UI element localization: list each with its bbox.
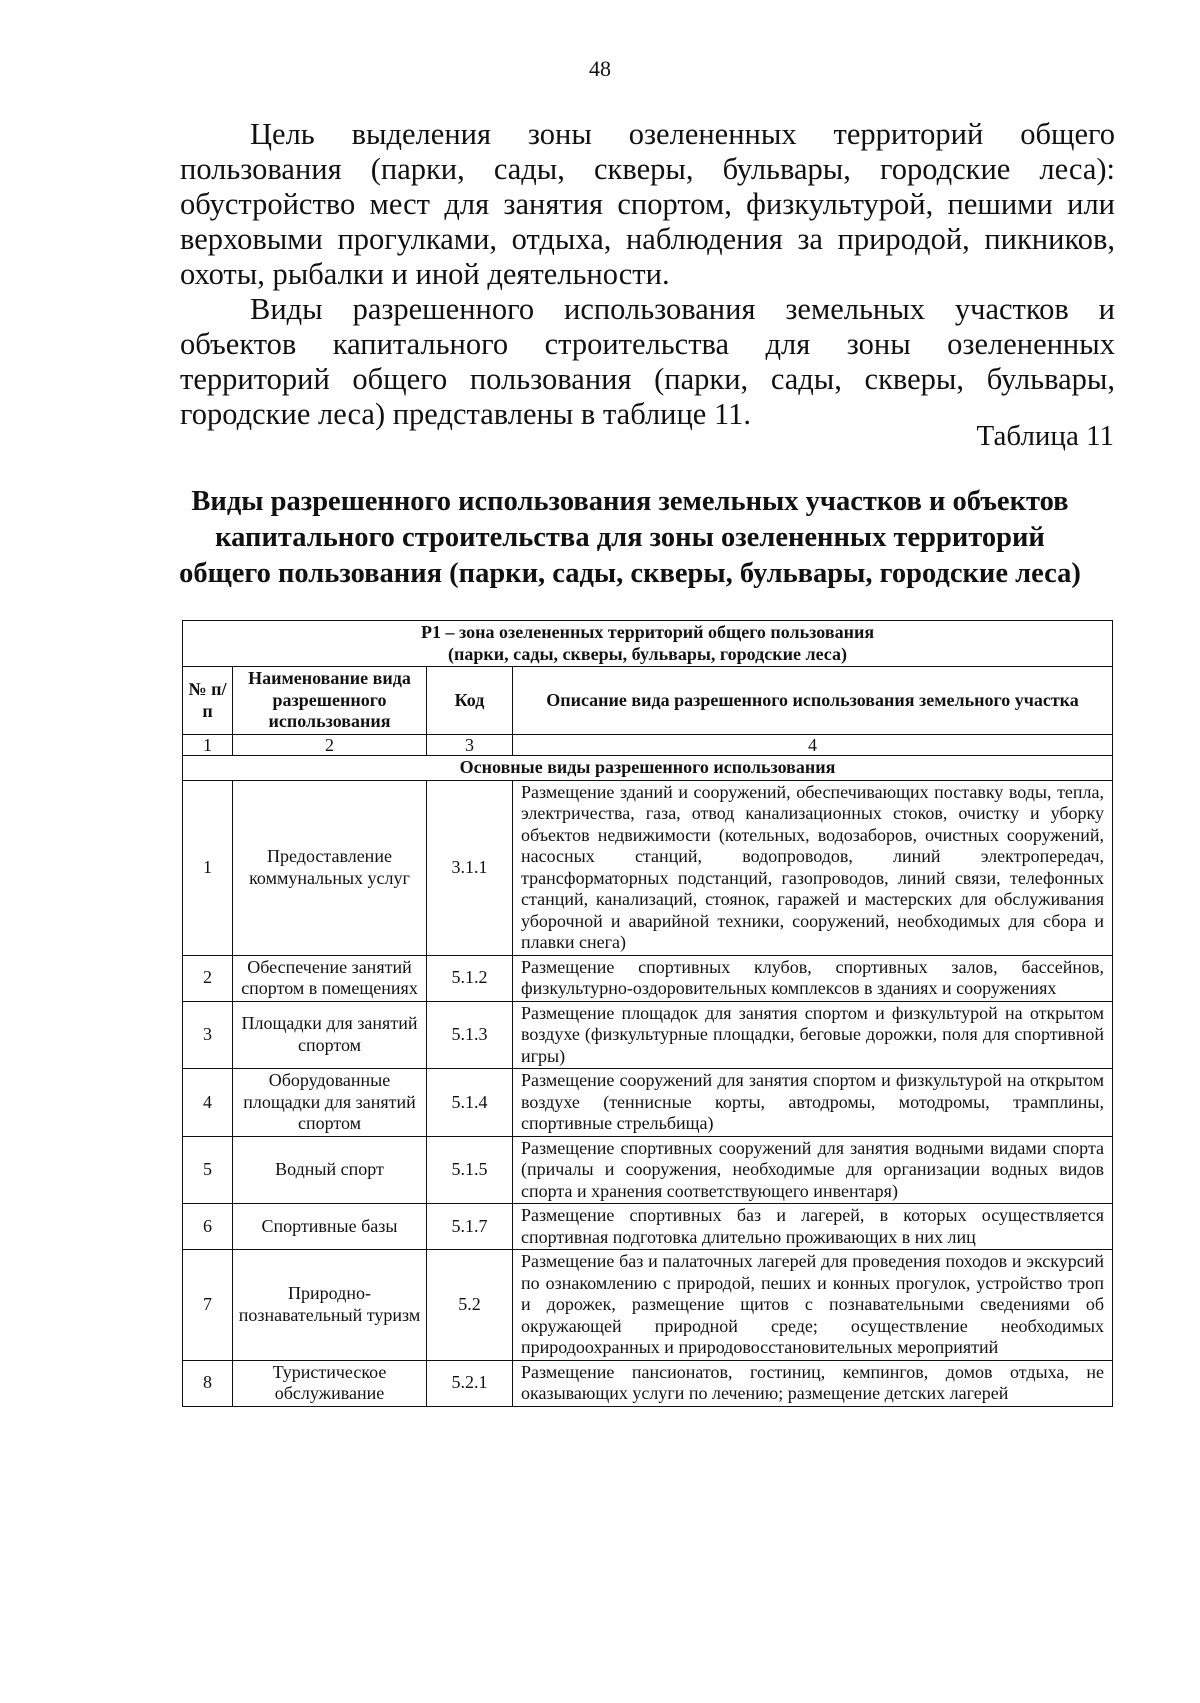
- row-desc: Размещение сооружений для занятия спортом и физкультурой на открытом воздухе (теннисные корты, автодромы, мотодромы, трамплины, спортивные стрельбища): [513, 1069, 1113, 1137]
- row-code: 3.1.1: [427, 780, 513, 955]
- page-number: 48: [589, 56, 611, 81]
- row-code: 5.1.3: [427, 1001, 513, 1069]
- row-num: 5: [183, 1136, 233, 1204]
- row-name: Обеспечение занятий спортом в помещениях: [233, 955, 427, 1001]
- table-title: [150, 484, 1110, 592]
- row-desc: Размещение площадок для занятия спортом и физкультурой на открытом воздухе (физкультурные площадки, беговые дорожки, поля для спортивной игры): [513, 1001, 1113, 1069]
- table-row: [183, 780, 1113, 955]
- row-desc: Размещение спортивных клубов, спортивных залов, бассейнов, физкультурно-оздоровительных комплексов в зданиях и сооружениях: [513, 955, 1113, 1001]
- column-header-num: № п/п: [183, 667, 233, 735]
- column-number: 3: [427, 735, 513, 756]
- row-name: Туристическое обслуживание: [233, 1360, 427, 1406]
- table-row: [183, 1250, 1113, 1361]
- row-desc: Размещение баз и палаточных лагерей для проведения походов и экскурсий по ознакомлению с природой, пеших и конных прогулок, устройство троп и дорожек, размещение щитов с познавательными сведениями об окружающей природной среде; осуществление необходимых природоохранных и природовосстановительных мероприятий: [513, 1250, 1113, 1361]
- row-code: 5.1.7: [427, 1204, 513, 1250]
- row-num: 2: [183, 955, 233, 1001]
- table-title-line: Виды разрешенного использования земельных участков и объектов: [191, 486, 1069, 517]
- row-code: 5.1.2: [427, 955, 513, 1001]
- paragraph-reference: Виды разрешенного использования земельных участков и объектов капитального строительства для зоны озелененных территорий общего пользования (парки, сады, скверы, бульвары, городские леса) представлены в таблице 11.: [180, 292, 1115, 431]
- table-title-line: общего пользования (парки, сады, скверы, бульвары, городские леса): [179, 558, 1081, 589]
- body-text: [180, 117, 1115, 432]
- row-name: Водный спорт: [233, 1136, 427, 1204]
- table-title-line: капитального строительства для зоны озелененных территорий: [215, 522, 1045, 553]
- row-code: 5.2.1: [427, 1360, 513, 1406]
- row-num: 1: [183, 780, 233, 955]
- row-desc: Размещение спортивных сооружений для занятия водными видами спорта (причалы и сооружения, необходимые для организации водных видов спорта и хранения соответствующего инвентаря): [513, 1136, 1113, 1204]
- row-num: 6: [183, 1204, 233, 1250]
- row-num: 3: [183, 1001, 233, 1069]
- column-header-name: Наименование вида разрешенного использования: [233, 667, 427, 735]
- table-row: [183, 1001, 1113, 1069]
- table-row: [183, 1069, 1113, 1137]
- table-row: [183, 1204, 1113, 1250]
- row-name: Оборудованные площадки для занятий спортом: [233, 1069, 427, 1137]
- row-name: Площадки для занятий спортом: [233, 1001, 427, 1069]
- section-header: Основные виды разрешенного использования: [183, 756, 1113, 781]
- row-num: 4: [183, 1069, 233, 1137]
- table-row: [183, 1360, 1113, 1406]
- zone-header: [183, 621, 1113, 667]
- row-code: 5.2: [427, 1250, 513, 1361]
- row-name: Спортивные базы: [233, 1204, 427, 1250]
- row-desc: Размещение пансионатов, гостиниц, кемпингов, домов отдыха, не оказывающих услуги по лечению; размещение детских лагерей: [513, 1360, 1113, 1406]
- land-use-table: [182, 620, 1113, 1407]
- table-label: Таблица 11: [976, 420, 1114, 452]
- zone-header-line: Р1 – зона озелененных территорий общего пользования: [420, 622, 875, 642]
- row-name: Природно-познавательный туризм: [233, 1250, 427, 1361]
- row-num: 7: [183, 1250, 233, 1361]
- table-row: [183, 955, 1113, 1001]
- zone-header-line: (парки, сады, скверы, бульвары, городские леса): [448, 643, 847, 664]
- row-desc: Размещение зданий и сооружений, обеспечивающих поставку воды, тепла, электричества, газа, отвод канализационных стоков, очистку и уборку объектов недвижимости (котельных, водозаборов, очистных сооружений, насосных станций, водопроводов, линий электропередач, трансформаторных подстанций, газопроводов, линий связи, телефонных станций, канализаций, стоянок, гаражей и мастерских для обслуживания уборочной и аварийной техники, сооружений, необходимых для сбора и плавки снега): [513, 780, 1113, 955]
- column-number: 2: [233, 735, 427, 756]
- column-header-code: Код: [427, 667, 513, 735]
- row-desc: Размещение спортивных баз и лагерей, в которых осуществляется спортивная подготовка длительно проживающих в них лиц: [513, 1204, 1113, 1250]
- column-number: 1: [183, 735, 233, 756]
- column-header-desc: Описание вида разрешенного использования земельного участка: [513, 667, 1113, 735]
- row-code: 5.1.5: [427, 1136, 513, 1204]
- table-row: [183, 1136, 1113, 1204]
- paragraph-purpose: Цель выделения зоны озелененных территорий общего пользования (парки, сады, скверы, бульвары, городские леса): обустройство мест для занятия спортом, физкультурой, пешими или верховыми прогулками, отдыха, наблюдения за природой, пикников, охоты, рыбалки и иной деятельности.: [180, 117, 1115, 291]
- column-number: 4: [513, 735, 1113, 756]
- row-num: 8: [183, 1360, 233, 1406]
- row-name: Предоставление коммунальных услуг: [233, 780, 427, 955]
- row-code: 5.1.4: [427, 1069, 513, 1137]
